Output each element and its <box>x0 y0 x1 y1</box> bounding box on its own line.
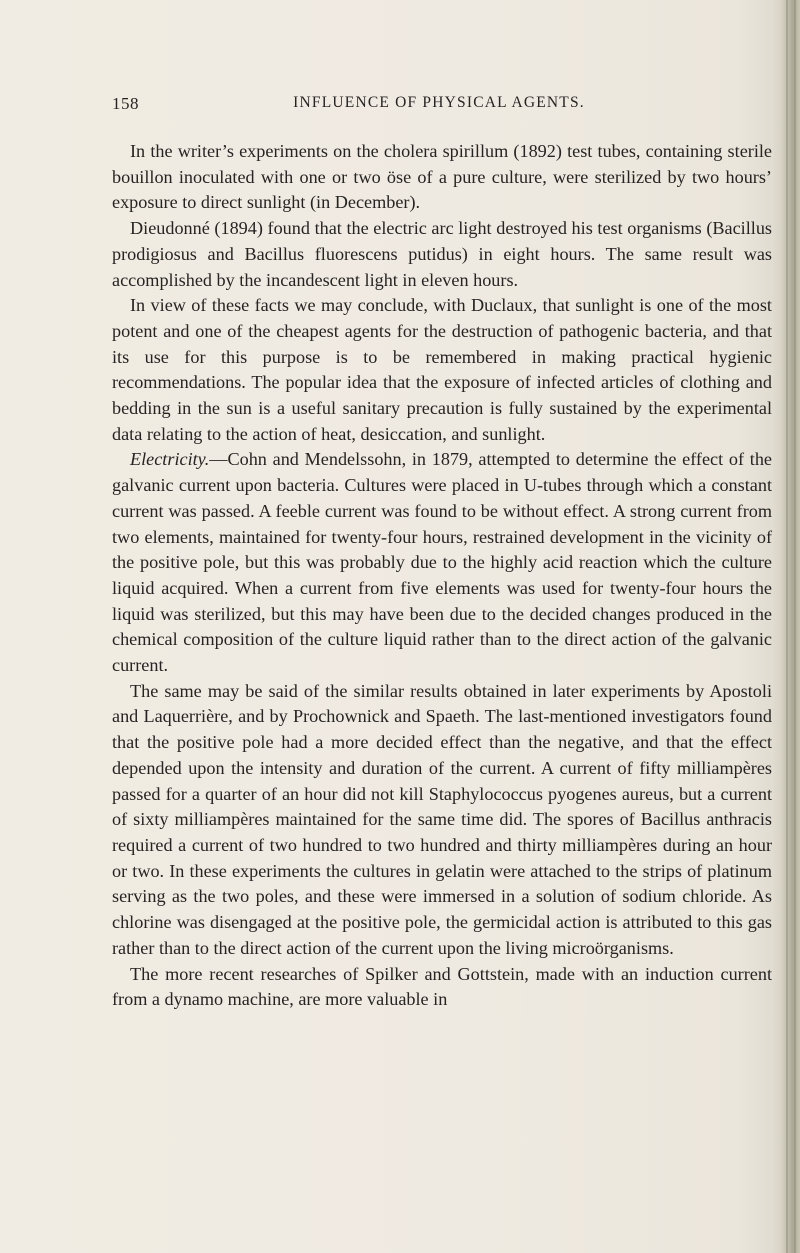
paragraph-electricity <box>112 447 772 678</box>
paragraph-sunlight-conclusion <box>112 293 772 447</box>
paragraph-recent-researches <box>112 962 772 1013</box>
paragraph-cholera-experiments <box>112 139 772 216</box>
paragraph-later-experiments <box>112 679 772 962</box>
page-edge-line <box>794 0 796 1253</box>
paragraph-text: In view of these facts we may conclude, with Duclaux, that sunlight is one of the most potent and one of the cheapest agents for the destruction of pathogenic bacteria, and that its use for this purpose is to be remembered in making practical hygienic recommendations. The popular idea that the exposure of infected articles of clothing and bedding in the sun is a useful sanitary precaution is fully sustained by the experimental data relating to the action of heat, desiccation, and sunlight. <box>112 295 772 444</box>
paragraph-text: In the writer’s experiments on the cholera spirillum (1892) test tubes, containing sterile bouillon inoculated with one or two öse of a pure culture, were sterilized by two hours’ exposure to direct sunlight (in December). <box>112 141 772 213</box>
paragraph-text: The same may be said of the similar results obtained in later experiments by Apostoli and Laquerrière, and by Prochownick and Spaeth. The last-mentioned investigators found that the positive pole had a more decided effect than the negative, and that the effect depended upon the intensity and duration of the current. A current of fifty milliampères passed for a quarter of an hour did not kill Staphylococcus pyogenes aureus, but a current of sixty milliampères maintained for the same time did. The spores of Bacillus anthracis required a current of two hundred to two hundred and thirty milliampères during an hour or two. In these experiments the cultures in gelatin were attached to the strips of platinum serving as the two poles, and these were immersed in a solution of sodium chloride. As chlorine was disengaged at the positive pole, the germicidal action is attributed to this gas rather than to the direct action of the current upon the living microörganisms. <box>112 680 772 958</box>
page-edge-line <box>786 0 788 1253</box>
paragraph-dieudonne <box>112 216 772 293</box>
page-header <box>112 94 772 116</box>
paragraph-text: Dieudonné (1894) found that the electric arc light destroyed his test organisms (Bacillus prodigiosus and Bacillus fluorescens putidus) in eight hours. The same result was accomplished by the incandescent light in eleven hours. <box>112 218 772 290</box>
body-text <box>112 139 772 1013</box>
running-head: INFLUENCE OF PHYSICAL AGENTS. <box>293 94 585 111</box>
paragraph-text: The more recent researches of Spilker and Gottstein, made with an induction current from a dynamo machine, are more valuable in <box>112 963 772 1010</box>
page-number: 158 <box>112 94 139 113</box>
page-edge-shading <box>772 0 800 1253</box>
paragraph-text: —Cohn and Mendelssohn, in 1879, attempted to determine the effect of the galvanic current upon bacteria. Cultures were placed in U-tubes through which a constant current was passed. A feeble current was found to be without effect. A strong current from two elements, maintained for twenty-four hours, restrained development in the vicinity of the positive pole, but this was probably due to the highly acid reaction which the culture liquid acquired. When a current from five elements was used for twenty-four hours the liquid was sterilized, but this may have been due to the decided changes produced in the chemical composition of the culture liquid rather than to the direct action of the galvanic current. <box>112 449 772 676</box>
section-lead-electricity: Electricity. <box>130 449 210 470</box>
